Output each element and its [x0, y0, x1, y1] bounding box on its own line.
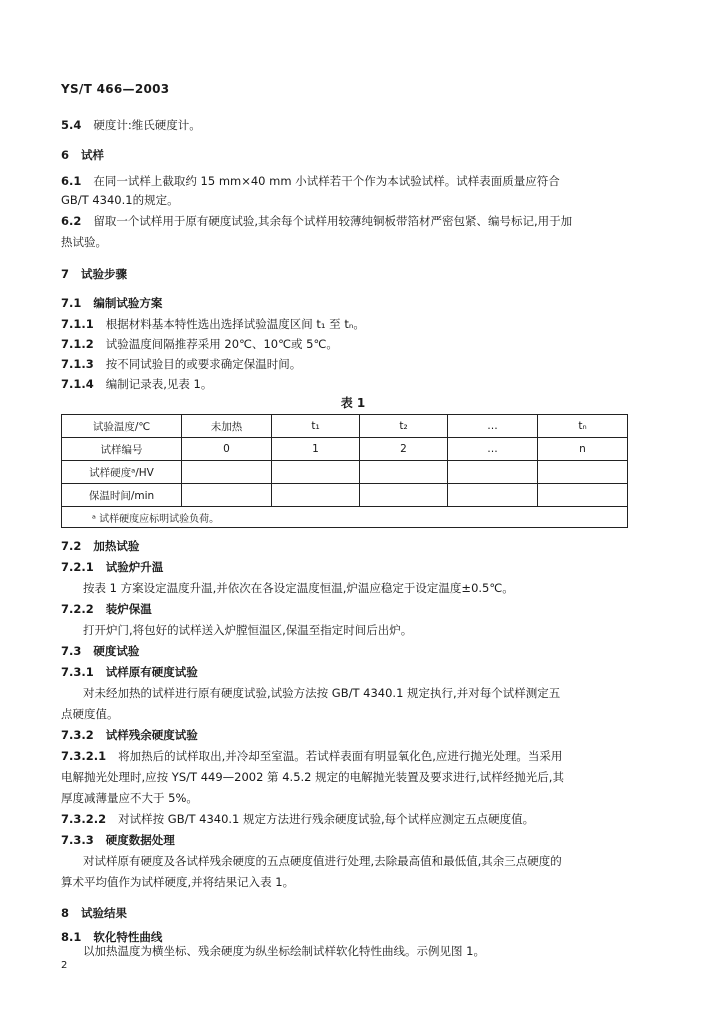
- table-cell: [448, 461, 538, 484]
- table-cell: …: [448, 415, 538, 438]
- clause-7-3-1-body: 对未经加热的试样进行原有硬度试验,试验方法按 GB/T 4340.1 规定执行,并对每个试样测定五: [83, 686, 561, 700]
- clause-title: 试样残余硬度试验: [105, 728, 198, 742]
- clause-7-3-2-1: [61, 748, 562, 764]
- section-number: 6: [61, 148, 70, 162]
- clause-7-1-3: [61, 356, 301, 372]
- table-cell: 0: [182, 438, 272, 461]
- table-cell: t₂: [360, 415, 448, 438]
- clause-number: 7.1: [61, 296, 82, 310]
- clause-number: 8.1: [61, 930, 82, 944]
- table-caption: 表 1: [340, 396, 366, 410]
- clause-7-3-2-1-cont2: 厚度减薄量应不大于 5%。: [61, 791, 198, 805]
- clause-text: 硬度计:维氏硬度计。: [93, 118, 201, 132]
- clause-7-2-2-body: 打开炉门,将包好的试样送入炉膛恒温区,保温至指定时间后出炉。: [83, 623, 413, 637]
- section-8-heading: [61, 905, 127, 921]
- clause-number: 6.1: [61, 174, 82, 188]
- clause-number: 7.3: [61, 644, 82, 658]
- clause-title: 硬度试验: [93, 644, 140, 658]
- clause-text-line1: 留取一个试样用于原有硬度试验,其余每个试样用较薄纯铜板带箔材严密包紧、编号标记,用于加: [93, 214, 573, 228]
- clause-number: 7.3.3: [61, 833, 94, 847]
- section-number: 8: [61, 906, 70, 920]
- clause-7-3-3-body: 对试样原有硬度及各试样残余硬度的五点硬度值进行处理,去除最高值和最低值,其余三点硬度的: [83, 854, 562, 868]
- table-cell: tₙ: [538, 415, 628, 438]
- clause-7-3-1-body-cont: 点硬度值。: [61, 707, 119, 721]
- clause-5-4: [61, 117, 201, 133]
- clause-number: 7.3.1: [61, 665, 94, 679]
- table-row: [62, 415, 628, 438]
- clause-7-2-1-heading: [61, 559, 163, 575]
- table-cell: [182, 461, 272, 484]
- clause-title: 硬度数据处理: [105, 833, 175, 847]
- clause-number: 7.1.1: [61, 317, 94, 331]
- section-title: 试验结果: [81, 906, 128, 920]
- clause-title: 编制试验方案: [93, 296, 163, 310]
- section-7-heading: [61, 266, 127, 282]
- table-note-row: [62, 507, 628, 528]
- clause-text-line1: 将加热后的试样取出,并冷却至室温。若试样表面有明显氧化色,应进行抛光处理。当采用: [118, 749, 563, 763]
- clause-number: 7.1.2: [61, 337, 94, 351]
- clause-7-3-3-heading: [61, 832, 175, 848]
- table-cell: 1: [272, 438, 360, 461]
- section-title: 试验步骤: [81, 267, 128, 281]
- clause-number: 7.1.3: [61, 357, 94, 371]
- clause-number: 5.4: [61, 118, 82, 132]
- clause-text: 根据材料基本特性选出选择试验温度区间 t₁ 至 tₙ。: [105, 317, 365, 331]
- clause-7-3-2-heading: [61, 727, 198, 743]
- table-cell: [448, 484, 538, 507]
- row-header-holding-time: 保温时间/min: [62, 484, 182, 507]
- table-footnote: ᵃ 试样硬度应标明试验负荷。: [62, 507, 628, 528]
- clause-7-3-2-2: [61, 811, 534, 827]
- table-cell: 2: [360, 438, 448, 461]
- clause-8-1-body: 以加热温度为横坐标、残余硬度为纵坐标绘制试样软化特性曲线。示例见图 1。: [83, 944, 485, 958]
- document-code: YS/T 466—2003: [61, 82, 170, 96]
- clause-number: 7.2.2: [61, 602, 94, 616]
- clause-title: 试样原有硬度试验: [105, 665, 198, 679]
- clause-number: 7.1.4: [61, 377, 94, 391]
- table-cell: [538, 461, 628, 484]
- table-1: [61, 414, 628, 528]
- table-cell: [272, 484, 360, 507]
- clause-7-2-2-heading: [61, 601, 152, 617]
- clause-6-2: [61, 213, 572, 229]
- clause-number: 7.2: [61, 539, 82, 553]
- clause-7-1-1: [61, 316, 365, 332]
- page-number: 2: [61, 960, 68, 971]
- clause-text-line1: 在同一试样上截取约 15 mm×40 mm 小试样若干个作为本试验试样。试样表面质量应符合: [93, 174, 560, 188]
- section-number: 7: [61, 267, 70, 281]
- clause-number: 6.2: [61, 214, 82, 228]
- table-cell: [272, 461, 360, 484]
- table-row: [62, 461, 628, 484]
- clause-number: 7.3.2.2: [61, 812, 107, 826]
- table-cell: [182, 484, 272, 507]
- clause-7-2-1-body: 按表 1 方案设定温度升温,并依次在各设定温度恒温,炉温应稳定于设定温度±0.5℃。: [83, 581, 514, 595]
- table-cell: [360, 461, 448, 484]
- clause-7-1-2: [61, 336, 338, 352]
- clause-text: 对试样按 GB/T 4340.1 规定方法进行残余硬度试验,每个试样应测定五点硬度值。: [118, 812, 535, 826]
- clause-7-3-heading: [61, 643, 139, 659]
- clause-7-1-heading: [61, 295, 162, 311]
- clause-text: 按不同试验目的或要求确定保温时间。: [105, 357, 302, 371]
- row-header-hardness: 试样硬度ᵃ/HV: [62, 461, 182, 484]
- row-header-temperature: 试验温度/℃: [62, 415, 182, 438]
- clause-6-1-cont: GB/T 4340.1的规定。: [61, 193, 179, 207]
- table-cell: [538, 484, 628, 507]
- table-cell: …: [448, 438, 538, 461]
- clause-6-2-cont: 热试验。: [61, 235, 107, 249]
- clause-title: 装炉保温: [105, 602, 152, 616]
- clause-title: 试验炉升温: [105, 560, 164, 574]
- clause-title: 加热试验: [93, 539, 140, 553]
- section-6-heading: [61, 147, 104, 163]
- section-title: 试样: [81, 148, 105, 162]
- row-header-specimen-number: 试样编号: [62, 438, 182, 461]
- clause-7-2-heading: [61, 538, 139, 554]
- table-cell: 未加热: [182, 415, 272, 438]
- table-cell: n: [538, 438, 628, 461]
- clause-number: 7.2.1: [61, 560, 94, 574]
- clause-6-1: [61, 173, 560, 189]
- clause-text: 试验温度间隔推荐采用 20℃、10℃或 5℃。: [105, 337, 338, 351]
- clause-7-3-3-body-cont: 算术平均值作为试样硬度,并将结果记入表 1。: [61, 875, 295, 889]
- table-cell: [360, 484, 448, 507]
- clause-7-3-2-1-cont: 电解抛光处理时,应按 YS/T 449—2002 第 4.5.2 规定的电解抛光装置及要求进行,试样经抛光后,其: [61, 770, 564, 784]
- clause-7-3-1-heading: [61, 664, 198, 680]
- table-cell: t₁: [272, 415, 360, 438]
- clause-number: 7.3.2: [61, 728, 94, 742]
- clause-title: 软化特性曲线: [93, 930, 163, 944]
- table-row: [62, 484, 628, 507]
- table-row: [62, 438, 628, 461]
- clause-text: 编制记录表,见表 1。: [105, 377, 213, 391]
- clause-7-1-4: [61, 376, 212, 392]
- clause-number: 7.3.2.1: [61, 749, 107, 763]
